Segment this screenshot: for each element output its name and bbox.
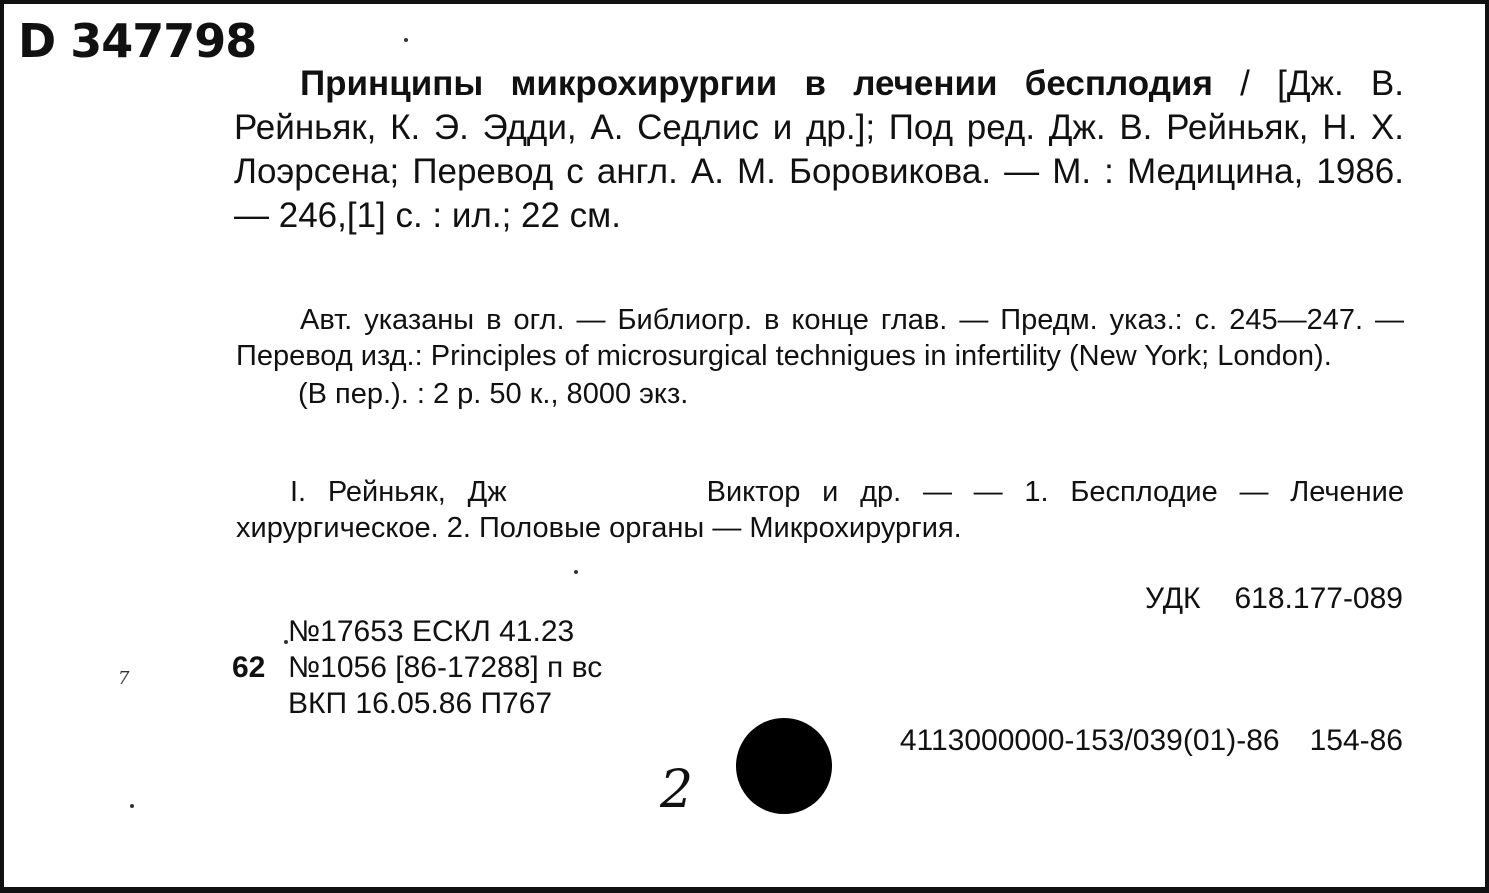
pencil-mark: 7	[118, 668, 130, 689]
tracing-subjects: Виктор и др. — — 1. Бесплодие — Лечение хирургическое. 2. Половые органы — Микрохирургия.	[236, 476, 1404, 544]
card-edge-left	[0, 0, 4, 893]
udk-value: 618.177-089	[1234, 582, 1403, 615]
price-line: (В пер.). : 2 р. 50 к., 8000 экз.	[298, 378, 689, 410]
card-edge-bottom	[0, 887, 1489, 893]
speck	[404, 38, 408, 42]
card-edge-top	[0, 0, 1489, 4]
isbn-line	[900, 724, 1403, 758]
udk-label: УДК	[1144, 582, 1201, 615]
notes-text: Авт. указаны в огл. — Библиогр. в конце глав. — Предм. указ.: с. 245—247. — Перевод изд.: Principles of microsurgical technigues in infertility (New York; London).	[236, 304, 1404, 372]
punch-hole	[736, 718, 832, 814]
notes-section	[236, 302, 1404, 412]
responsibility-statement: / [Дж. В. Рейньяк, К. Э. Эдди, А. Седлис и др.]; Под ред. Дж. В. Рейньяк, Н. Х. Лоэрсена; Перевод с англ. А. М. Боровикова. — М. : Медицина, 1986. — 246,[1] с. : ил.; 22 см.	[234, 64, 1404, 235]
registration-prefix: 62	[232, 651, 266, 684]
bibliographic-description	[234, 62, 1404, 238]
registration-block	[232, 614, 602, 722]
book-title: Принципы микрохирургии в лечении бесплодия	[300, 64, 1213, 103]
speck	[284, 640, 288, 644]
tracing-author: I. Рейньяк, Дж	[290, 476, 507, 508]
isbn-code: 4113000000-153/039(01)-86	[899, 724, 1280, 757]
isbn-number: 154-86	[1309, 724, 1403, 757]
speck	[130, 804, 134, 808]
handwritten-mark: 2	[660, 760, 694, 820]
speck	[574, 570, 578, 574]
call-number: D 347798	[18, 14, 257, 68]
registration-line-2: №1056 [86-17288] п вс	[288, 651, 603, 684]
registration-line-3: ВКП 16.05.86 П767	[288, 687, 553, 720]
card-edge-right	[1485, 0, 1489, 893]
udk-classification	[1145, 582, 1403, 616]
registration-line-1: №17653 ЕСКЛ 41.23	[288, 615, 575, 648]
tracings-section	[236, 474, 1404, 546]
